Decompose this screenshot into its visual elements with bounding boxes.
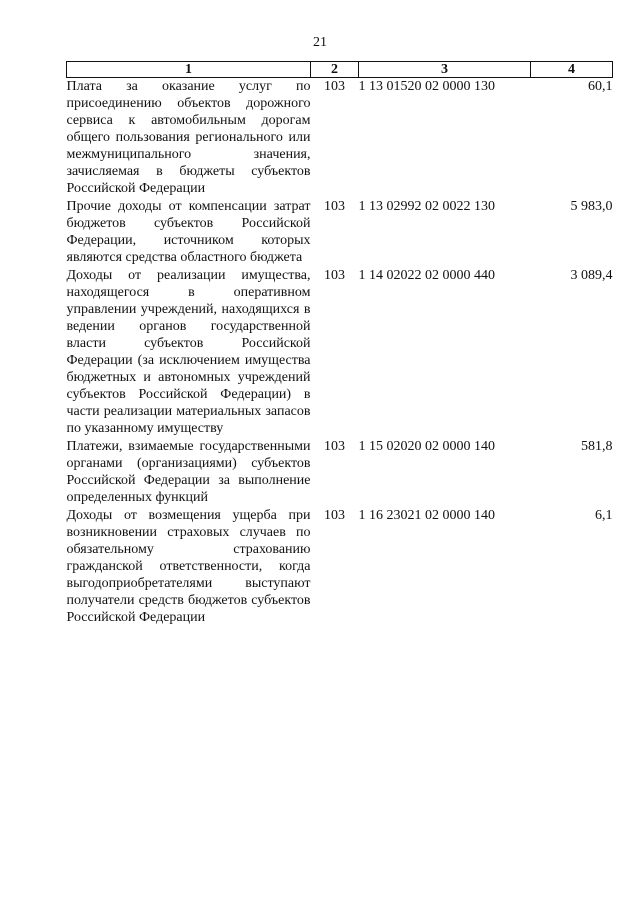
admin-code: 103	[324, 79, 345, 94]
revenue-name: Доходы от реализации имущества, находящегося в оперативном управлении учреждений, находящихся в ведении органов государственной власти субъектов Российской Федерации (за исключением имущества бюджетных и автономных учреждений субъектов Российской Федерации) в части реализации материальных запасов по указанному имуществу	[66, 268, 311, 436]
table-row	[67, 267, 613, 438]
header-col-1: 1	[67, 62, 311, 78]
admin-code: 103	[324, 268, 345, 283]
header-col-3: 3	[359, 62, 531, 78]
revenue-name: Платежи, взимаемые государственными органами (организациями) субъектов Российской Федерации за выполнение определенных функций	[66, 439, 311, 505]
table-row	[67, 78, 613, 199]
amount: 3 089,4	[570, 268, 613, 283]
budget-classification-code: 1 13 01520 02 0000 130	[358, 79, 495, 94]
amount: 60,1	[588, 79, 613, 94]
budget-classification-code: 1 13 02992 02 0022 130	[358, 199, 495, 214]
budget-classification-code: 1 15 02020 02 0000 140	[358, 439, 495, 454]
header-col-2: 2	[311, 62, 359, 78]
revenue-name: Прочие доходы от компенсации затрат бюджетов субъектов Российской Федерации, источником которых являются средства областного бюджета	[66, 199, 311, 265]
admin-code: 103	[324, 439, 345, 454]
budget-classification-code: 1 16 23021 02 0000 140	[358, 508, 495, 523]
table-header-row	[67, 62, 613, 78]
amount: 6,1	[595, 508, 613, 523]
revenue-table	[66, 61, 613, 627]
revenue-name: Доходы от возмещения ущерба при возникновении страховых случаев по обязательному страхованию гражданской ответственности, когда выгодоприобретателями выступают получатели средств бюджетов субъектов Российской Федерации	[66, 508, 311, 625]
amount: 581,8	[581, 439, 613, 454]
budget-classification-code: 1 14 02022 02 0000 440	[358, 268, 495, 283]
admin-code: 103	[324, 508, 345, 523]
amount: 5 983,0	[570, 199, 613, 214]
table-row	[67, 507, 613, 627]
revenue-name: Плата за оказание услуг по присоединению объектов дорожного сервиса к автомобильным дорогам общего пользования регионального или межмуниципального значения, зачисляемая в бюджеты субъектов Российской Федерации	[66, 79, 311, 196]
header-col-4: 4	[531, 62, 613, 78]
page-number: 21	[313, 35, 327, 50]
table-row	[67, 198, 613, 267]
admin-code: 103	[324, 199, 345, 214]
table-row	[67, 438, 613, 507]
